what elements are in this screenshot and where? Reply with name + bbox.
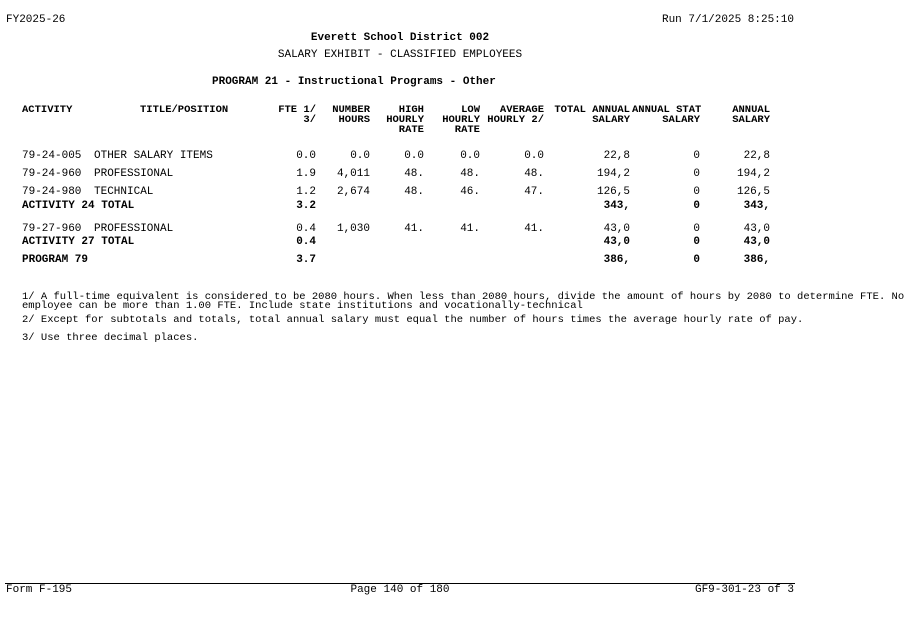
col-activity: ACTIVITY [22,104,73,116]
cell-low-rate: 0.0 [460,150,480,162]
footnote-2: 2/ Except for subtotals and totals, total annual salary must equal the number of hours times the average hourly rate of pay. [22,314,804,326]
report-title: SALARY EXHIBIT - CLASSIFIED EMPLOYEES [277,49,523,61]
cell-annual-stat: 0 [693,150,700,162]
cell-low-rate: 41. [460,223,480,235]
cell-total-salary: 43,0 [603,223,630,235]
cell-low-rate: 46. [460,186,480,198]
cell-hours: 4,011 [336,168,370,180]
cell-avg-rate: 48. [524,168,544,180]
cell-total-salary: 22,8 [603,150,630,162]
cell-activity: 79-24-005 [22,150,82,162]
cell-total-salary: 386, [603,254,630,266]
col-annual-stat: ANNUAL STAT SALARY [632,104,702,126]
cell-annual-salary: 343, [743,200,770,212]
fiscal-year: FY2025-26 [6,14,66,26]
cell-title: OTHER SALARY ITEMS [94,150,213,162]
cell-high-rate: 48. [404,186,424,198]
form-code: GF9-301-23 of 3 [694,584,794,596]
cell-low-rate: 48. [460,168,480,180]
cell-high-rate: 48. [404,168,424,180]
cell-fte: 0.0 [296,150,316,162]
cell-hours: 0.0 [350,150,370,162]
cell-annual-salary: 43,0 [743,223,770,235]
cell-total-salary: 126,5 [596,186,630,198]
cell-annual-salary: 194,2 [736,168,770,180]
program-title: PROGRAM 21 - Instructional Programs - Other [212,76,496,88]
cell-annual-salary: 386, [743,254,770,266]
col-number-hours: NUMBER HOURS [332,104,370,126]
district-name: Everett School District 002 [310,32,490,44]
page-number: Page 140 of 180 [350,584,450,596]
cell-annual-stat: 0 [693,168,700,180]
cell-annual-stat: 0 [693,186,700,198]
cell-title: PROFESSIONAL [94,223,174,235]
col-total-salary: TOTAL ANNUAL SALARY [554,104,630,126]
cell-avg-rate: 47. [524,186,544,198]
col-title-position: TITLE/POSITION [140,104,229,116]
cell-total-salary: 343, [603,200,630,212]
cell-title: TECHNICAL [94,186,154,198]
cell-fte: 0.4 [296,236,316,248]
cell-activity: ACTIVITY 24 TOTAL [22,200,135,212]
footnote-3: 3/ Use three decimal places. [22,332,199,344]
cell-fte: 1.2 [296,186,316,198]
col-fte: FTE 1/ 3/ [278,104,316,126]
col-high-rate: HIGH HOURLY RATE [386,104,424,136]
cell-annual-salary: 22,8 [743,150,770,162]
cell-annual-stat: 0 [693,236,700,248]
cell-high-rate: 41. [404,223,424,235]
cell-hours: 1,030 [336,223,370,235]
cell-activity: ACTIVITY 27 TOTAL [22,236,135,248]
footnote-1-cont: employee can be more than 1.00 FTE. Include state institutions and vocationally-technical [22,300,583,312]
cell-fte: 3.7 [296,254,316,266]
cell-activity: 79-24-980 [22,186,82,198]
cell-annual-salary: 43,0 [743,236,770,248]
cell-annual-stat: 0 [693,200,700,212]
cell-title: PROFESSIONAL [94,168,174,180]
cell-annual-stat: 0 [693,223,700,235]
cell-annual-stat: 0 [693,254,700,266]
cell-hours: 2,674 [336,186,370,198]
cell-total-salary: 194,2 [596,168,630,180]
col-annual-salary: ANNUAL SALARY [732,104,770,126]
cell-fte: 3.2 [296,200,316,212]
col-avg-rate: AVERAGE HOURLY 2/ [487,104,544,126]
cell-activity: PROGRAM 79 [22,254,89,266]
run-date: Run 7/1/2025 8:25:10 [661,14,794,26]
cell-total-salary: 43,0 [603,236,630,248]
cell-activity: 79-24-960 [22,168,82,180]
cell-fte: 1.9 [296,168,316,180]
cell-fte: 0.4 [296,223,316,235]
cell-annual-salary: 126,5 [736,186,770,198]
form-number: Form F-195 [6,584,73,596]
cell-avg-rate: 41. [524,223,544,235]
cell-high-rate: 0.0 [404,150,424,162]
footnote-1: 1/ A full-time equivalent is considered to be 2080 hours. When less than 2080 hours, divide the amount of hours by 2080 to determine FTE. No [22,291,904,303]
cell-avg-rate: 0.0 [524,150,544,162]
cell-activity: 79-27-960 [22,223,82,235]
col-low-rate: LOW HOURLY RATE [442,104,480,136]
